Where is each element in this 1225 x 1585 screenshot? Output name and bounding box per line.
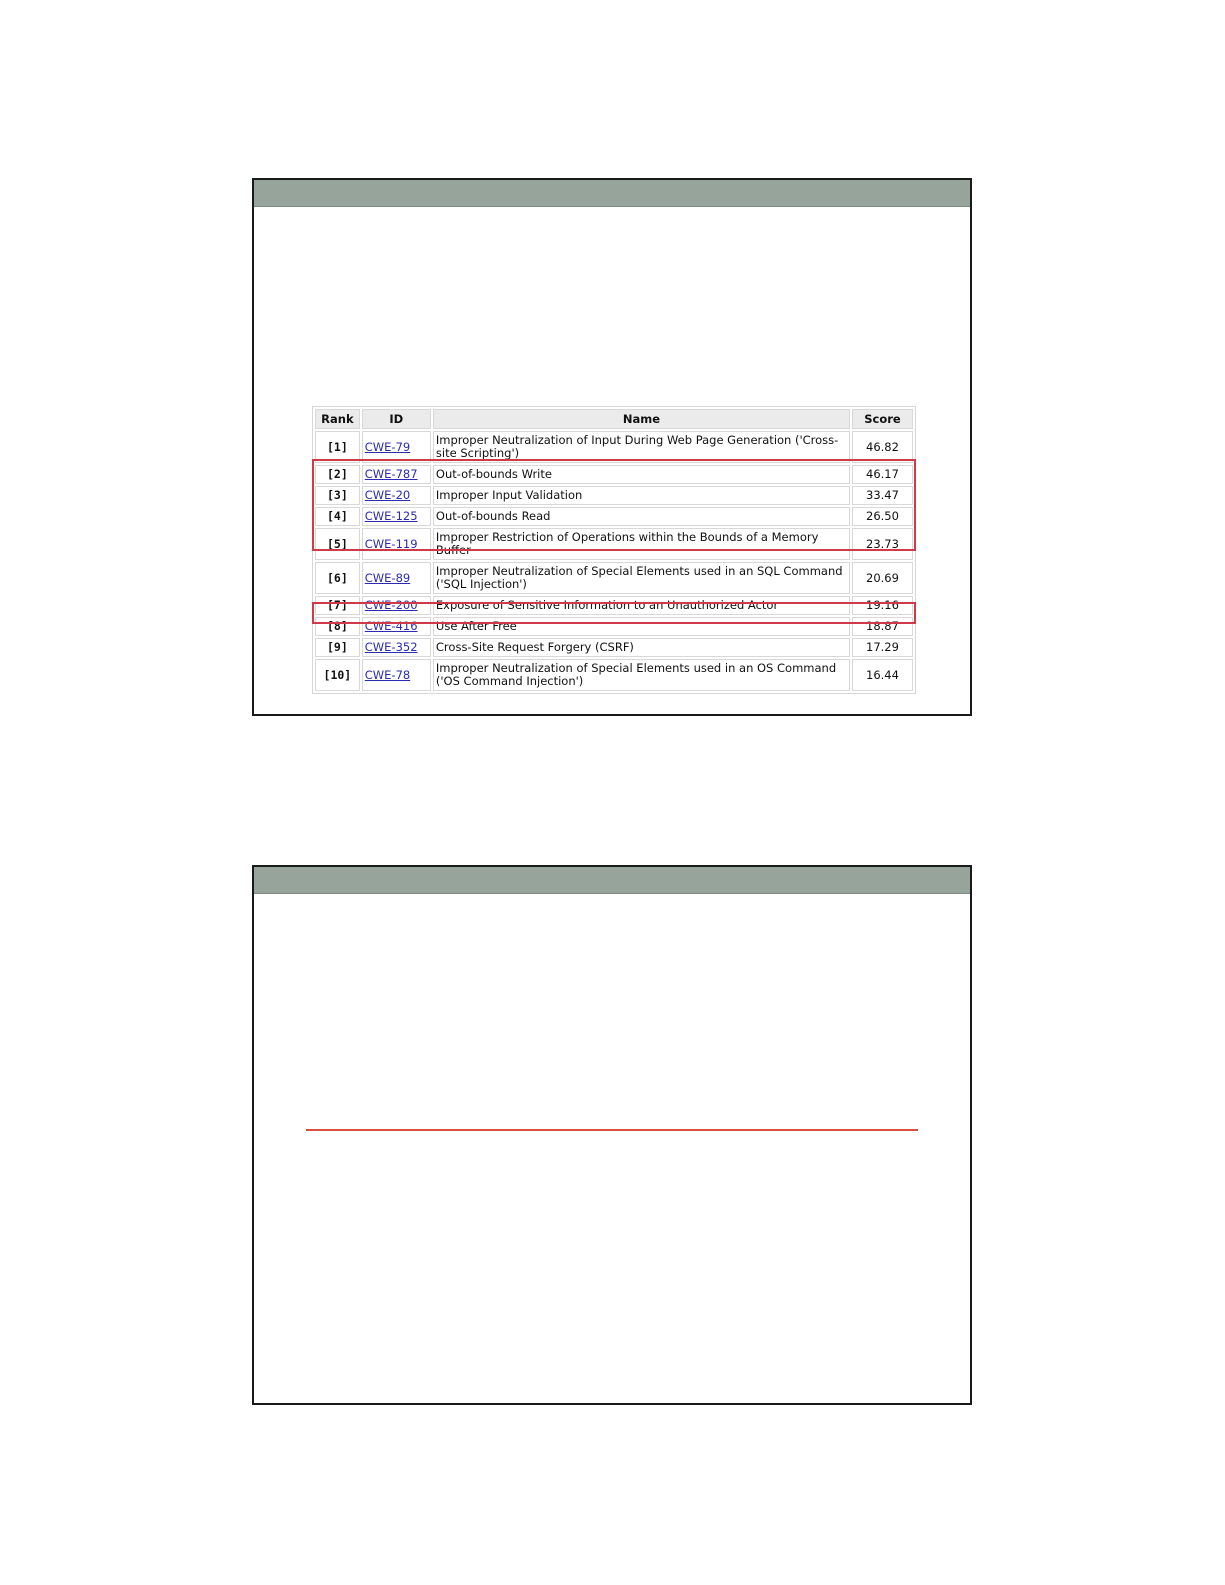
name-cell: Out-of-bounds Read [433, 507, 850, 526]
cwe-link[interactable]: CWE-20 [364, 488, 411, 502]
id-cell [362, 507, 431, 526]
rank-cell: [5] [315, 528, 360, 560]
id-cell [362, 562, 431, 594]
rank-cell: [7] [315, 596, 360, 615]
id-cell [362, 486, 431, 505]
rank-cell: [9] [315, 638, 360, 657]
slide-header-bar [254, 867, 970, 894]
id-cell [362, 596, 431, 615]
slide-header-bar [254, 180, 970, 207]
id-cell [362, 465, 431, 484]
score-cell: 26.50 [852, 507, 913, 526]
cwe-link[interactable]: CWE-352 [364, 640, 418, 654]
slide-1 [252, 178, 972, 716]
column-header-id: ID [362, 409, 431, 429]
cwe-top-10-table [312, 406, 916, 694]
rank-cell: [8] [315, 617, 360, 636]
table-row [315, 562, 913, 594]
score-cell: 20.69 [852, 562, 913, 594]
id-cell [362, 659, 431, 691]
cwe-link[interactable]: CWE-79 [364, 439, 411, 454]
id-cell [362, 528, 431, 560]
red-divider-line [306, 1129, 918, 1131]
rank-cell: [10] [315, 659, 360, 691]
id-cell [362, 617, 431, 636]
table-row [315, 638, 913, 657]
cwe-link[interactable]: CWE-78 [364, 667, 411, 682]
name-cell: Improper Neutralization of Input During Web Page Generation ('Cross-site Scripting') [433, 431, 850, 463]
id-cell [362, 638, 431, 657]
table-row [315, 617, 913, 636]
table-row [315, 528, 913, 560]
name-cell: Out-of-bounds Write [433, 465, 850, 484]
cwe-link[interactable]: CWE-200 [364, 598, 418, 612]
rank-cell: [4] [315, 507, 360, 526]
name-cell: Use After Free [433, 617, 850, 636]
column-header-rank: Rank [315, 409, 360, 429]
score-cell: 19.16 [852, 596, 913, 615]
rank-cell: [3] [315, 486, 360, 505]
score-cell: 33.47 [852, 486, 913, 505]
score-cell: 16.44 [852, 659, 913, 691]
cwe-link[interactable]: CWE-416 [364, 619, 418, 633]
score-cell: 46.17 [852, 465, 913, 484]
rank-cell: [2] [315, 465, 360, 484]
table-row [315, 465, 913, 484]
name-cell: Improper Neutralization of Special Elements used in an SQL Command ('SQL Injection') [433, 562, 850, 594]
name-cell: Improper Restriction of Operations within the Bounds of a Memory Buffer [433, 528, 850, 560]
name-cell: Improper Input Validation [433, 486, 850, 505]
table-header-row [315, 409, 913, 429]
cwe-link[interactable]: CWE-787 [364, 467, 418, 481]
id-cell [362, 431, 431, 463]
cwe-link[interactable]: CWE-119 [364, 536, 418, 551]
table-row [315, 596, 913, 615]
score-cell: 17.29 [852, 638, 913, 657]
rank-cell: [1] [315, 431, 360, 463]
cwe-link[interactable]: CWE-125 [364, 509, 418, 523]
cwe-link[interactable]: CWE-89 [364, 570, 411, 585]
slide-2 [252, 865, 972, 1405]
table-row [315, 507, 913, 526]
column-header-score: Score [852, 409, 913, 429]
table-row [315, 486, 913, 505]
score-cell: 18.87 [852, 617, 913, 636]
column-header-name: Name [433, 409, 850, 429]
cwe-table-container [312, 406, 916, 694]
name-cell: Improper Neutralization of Special Elements used in an OS Command ('OS Command Injection') [433, 659, 850, 691]
table-row [315, 431, 913, 463]
score-cell: 46.82 [852, 431, 913, 463]
score-cell: 23.73 [852, 528, 913, 560]
rank-cell: [6] [315, 562, 360, 594]
name-cell: Cross-Site Request Forgery (CSRF) [433, 638, 850, 657]
name-cell: Exposure of Sensitive Information to an Unauthorized Actor [433, 596, 850, 615]
table-row [315, 659, 913, 691]
